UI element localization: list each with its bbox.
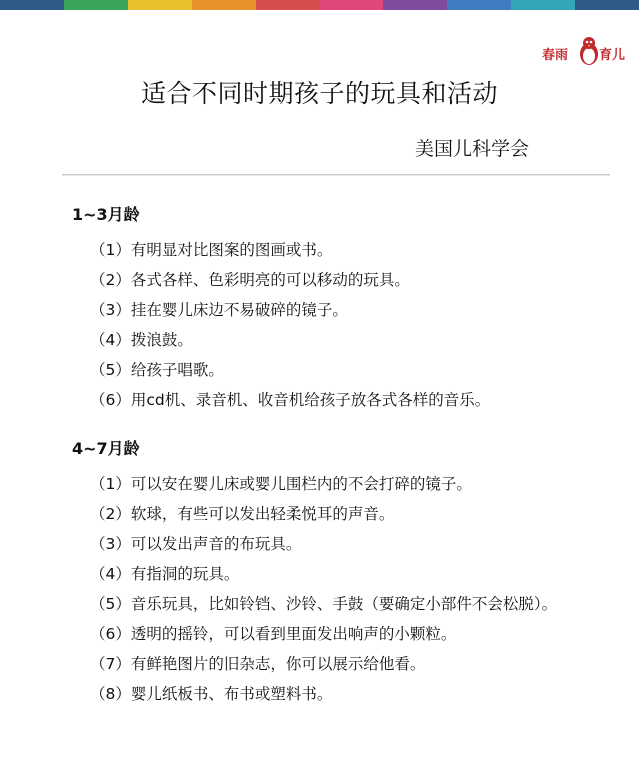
page-title: 适合不同时期孩子的玩具和活动 — [140, 79, 498, 108]
stripe-segment — [192, 0, 256, 10]
list-item — [62, 235, 602, 265]
top-color-stripe — [0, 0, 639, 10]
item-text: 拨浪鼓。 — [130, 331, 193, 349]
item-number: （1） — [90, 475, 131, 493]
source-attribution: 美国儿科学会 — [415, 138, 530, 160]
item-number: （6） — [90, 625, 131, 643]
stripe-segment — [0, 0, 64, 10]
item-text: 可以发出声音的布玩具。 — [130, 535, 302, 553]
stripe-segment — [575, 0, 639, 10]
item-text: 用cd机、录音机、收音机给孩子放各式各样的音乐。 — [130, 391, 491, 409]
item-text: 给孩子唱歌。 — [130, 361, 224, 379]
item-text: 有鲜艳图片的旧杂志，你可以展示给他看。 — [130, 655, 426, 673]
item-text: 透明的摇铃，可以看到里面发出响声的小颗粒。 — [130, 625, 457, 643]
divider — [62, 174, 610, 176]
stripe-segment — [383, 0, 447, 10]
item-text: 可以安在婴儿床或婴儿围栏内的不会打碎的镜子。 — [130, 475, 472, 493]
logo-text-left: 春雨 — [542, 48, 569, 63]
list-item — [62, 649, 602, 679]
list-item — [62, 589, 602, 619]
item-number: （2） — [90, 271, 131, 289]
section-heading: 1~3月龄 — [72, 205, 140, 224]
stripe-segment — [320, 0, 384, 10]
item-text: 婴儿纸板书、布书或塑料书。 — [130, 685, 333, 703]
item-text: 有指洞的玩具。 — [130, 565, 240, 583]
section-4-7-months — [62, 439, 602, 709]
list-item — [62, 355, 602, 385]
item-number: （4） — [90, 565, 131, 583]
list-item — [62, 499, 602, 529]
list-item — [62, 559, 602, 589]
list-item — [62, 325, 602, 355]
item-number: （1） — [90, 241, 131, 259]
logo-text-right: 育儿 — [599, 48, 626, 63]
list-item — [62, 619, 602, 649]
item-number: （3） — [90, 301, 131, 319]
item-number: （5） — [90, 595, 131, 613]
content — [62, 205, 602, 733]
item-text: 软球，有些可以发出轻柔悦耳的声音。 — [130, 505, 395, 523]
section-heading: 4~7月龄 — [72, 439, 140, 458]
item-text: 音乐玩具，比如铃铛、沙铃、手鼓（要确定小部件不会松脱）。 — [130, 595, 558, 613]
stripe-segment — [128, 0, 192, 10]
list-item — [62, 469, 602, 499]
stripe-segment — [64, 0, 128, 10]
brand-logo — [542, 36, 632, 72]
list-item — [62, 295, 602, 325]
section-1-3-months — [62, 205, 602, 415]
list-item — [62, 385, 602, 415]
item-number: （2） — [90, 505, 131, 523]
item-number: （6） — [90, 391, 131, 409]
item-number: （5） — [90, 361, 131, 379]
stripe-segment — [256, 0, 320, 10]
stripe-segment — [447, 0, 511, 10]
list-item — [62, 679, 602, 709]
item-text: 有明显对比图案的图画或书。 — [130, 241, 333, 259]
item-number: （3） — [90, 535, 131, 553]
item-number: （8） — [90, 685, 131, 703]
item-number: （4） — [90, 331, 131, 349]
stripe-segment — [511, 0, 575, 10]
list-item — [62, 265, 602, 295]
item-text: 挂在婴儿床边不易破碎的镜子。 — [130, 301, 348, 319]
item-number: （7） — [90, 655, 131, 673]
penguin-icon — [578, 36, 600, 66]
item-text: 各式各样、色彩明亮的可以移动的玩具。 — [130, 271, 410, 289]
list-item — [62, 529, 602, 559]
